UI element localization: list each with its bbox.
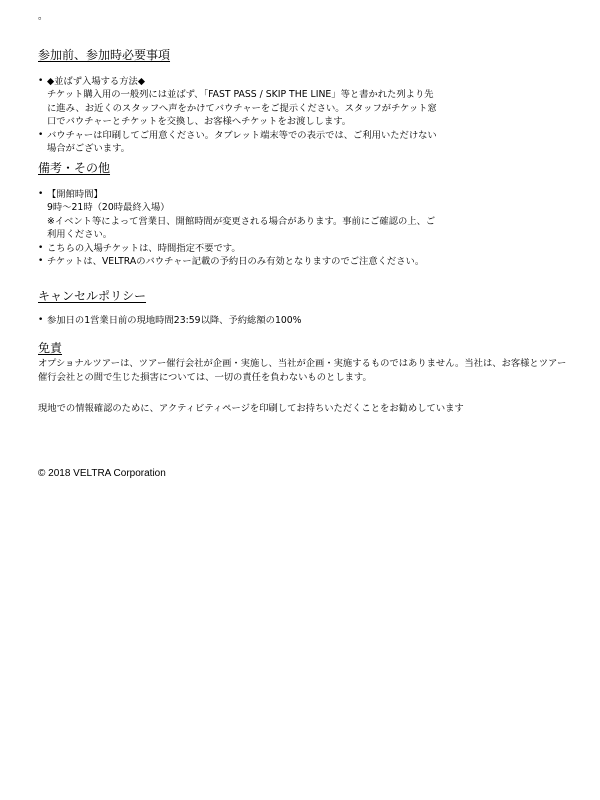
cancel-policy-list [38,314,438,327]
footer-copyright: © 2018 VELTRA Corporation [38,468,166,479]
list-item: • 【開館時間】 9時～21時（20時最終入場） ※イベント等によって営業日、開館時間が変更される場合があります。事前にご確認の上、ご利用ください。 [38,188,438,242]
list-item: • 参加日の1営業日前の現地時間23:59以降、予約総額の100% [38,314,438,327]
disclaimer-text: オプショナルツアーは、ツアー催行会社が企画・実施し、当社が企画・実施するものではありません。当社は、お客様とツアー催行会社との間で生じた損害については、一切の責任を負わないものとします。 [38,358,567,383]
leading-text: 。 [38,11,48,22]
section-disclaimer [38,337,568,356]
list-item: • チケットは、VELTRAのバウチャー記載の予約日のみ有効となりますのでご注意ください。 [38,255,438,268]
section-heading-notes: 備考・その他 [38,161,111,175]
print-note: 現地での情報確認のために、アクティビティページを印刷してお持ちいただくことをお勧めしています [38,403,464,414]
list-item: • バウチャーは印刷してご用意ください。タブレット端末等での表示では、ご利用いただけない場合がございます。 [38,129,438,156]
section-heading-requirements: 参加前、参加時必要事項 [38,48,171,62]
section-cancel-policy [38,285,438,327]
requirements-list [38,75,438,155]
section-heading-cancel-policy: キャンセルポリシー [38,289,147,303]
section-requirements [38,44,438,155]
section-notes [38,157,438,268]
section-heading-disclaimer: 免責 [38,341,63,355]
list-item: • こちらの入場チケットは、時間指定不要です。 [38,242,438,255]
notes-list [38,188,438,268]
list-item: • ◆並ばず入場する方法◆ チケット購入用の一般列には並ばず、「FAST PASS / SKIP THE LINE」等と書かれた列より先に進み、お近くのスタッフへ声をかけてバウチャーをご提示ください。スタッフがチケット窓口でバウチャーとチケットを交換し、お客様へチケットをお渡しします。 [38,75,438,129]
